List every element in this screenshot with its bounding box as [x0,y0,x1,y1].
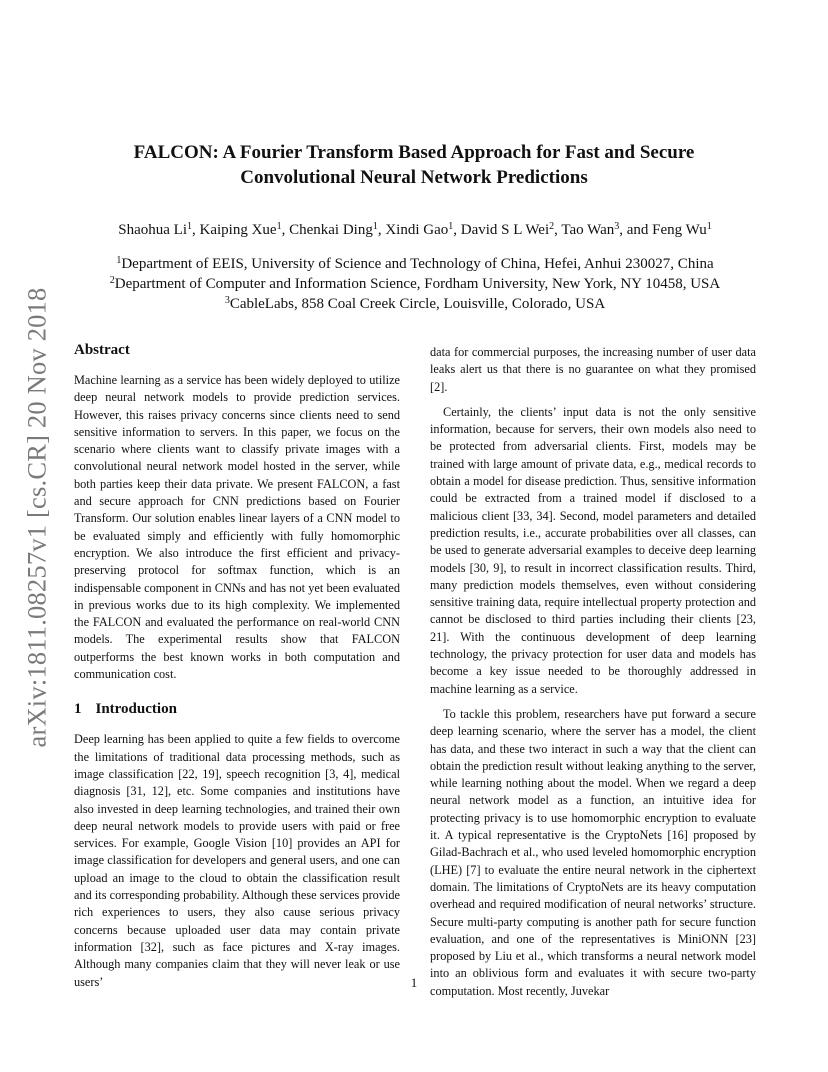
author-separator: , [453,222,461,238]
intro-paragraph-3: To tackle this problem, researchers have put forward a secure deep learning scenario, where the server has a model, the client has data, and these two interact in such a way that the client can obtain the prediction result without leaking anything to the server, while learning nothing about the model. When we regard a deep neural network model as a function, an intuitive idea for protecting privacy is to use homomorphic encryption to evaluate it. A typical representative is the CryptoNets [16] proposed by Gilad-Bachrach et al., who used leveled homomorphic encryption (LHE) [7] to evaluate the entire neural network in the ciphertext domain. The limitations of CryptoNets are its heavy computation overhead and required modification of neural networks’ structure. Secure multi-party computing is another path for secure function evaluation, and one of the representatives is MiniONN [23] proposed by Liu et al., which transforms a neural network model into an oblivious form and evaluates it with secure two-party computation. Most recently, Juvekar [430,706,756,998]
author-name: Chenkai Ding [289,222,373,238]
introduction-heading [74,699,400,719]
intro-paragraph-1: Deep learning has been applied to quite a few fields to overcome the limitations of traditional data processing methods, such as image classification [22, 19], speech recognition [3, 4], medical diagnosis [31, 12], etc. Some companies and institutions have also invested in deep learning technologies, and trained their own deep neural network models to provide users with paid or free services. For example, Google Vision [10] provides an API for image classification for developers and general users, and one can upload an image to the cloud to obtain the classification result and its corresponding probability. Although these services provide rich experiences to users, they also cause serious privacy concerns because uploaded user data may contain private information [32], such as face pictures and X-ray images. Although many companies claim that they will never leak or use users’ [74,732,400,989]
author-affiliation-mark: 1 [706,221,712,232]
section-number: 1 [74,701,82,718]
author-separator: , [192,222,200,238]
author-separator: , [281,222,290,238]
author-affiliation-mark: 1 [372,221,378,232]
arxiv-identifier-stamp [22,275,52,760]
author-separator: , and [619,222,653,238]
affiliation-text: Department of EEIS, University of Science and Technology of China, Hefei, Anhui 230027, China [121,256,714,272]
author-name: Xindi Gao [385,222,449,238]
right-column [430,344,756,1008]
author-affiliation-mark: 3 [614,221,620,232]
intro-paragraph-2: Certainly, the clients’ input data is not the only sensitive information, because for servers, their own models also need to be protected from adversarial clients. First, models may be trained with large amount of private data, e.g., medical records to obtain a model for disease prediction. Thus, sensitive information could be extracted from a trained model if disclosed to a malicious client [33, 34]. Second, model parameters and detailed prediction results, i.e., accurate probabilities over all classes, can be used to generate adversarial examples to deceive deep learning models [30, 9], to result in incorrect classification results. Third, many prediction models themselves, even without considering sensitive training data, require intellectual property protection and cannot be disclosed to third parties including their clients [23, 21]. With the continuous development of deep learning technology, the privacy protection for user data and models has become a key issue needed to be thoroughly addressed in machine learning as a service. [430,404,756,696]
abstract-heading: Abstract [74,342,130,358]
affiliation-mark: 3 [224,295,230,306]
author-name: David S L Wei [460,222,550,238]
title-line-1: FALCON: A Fourier Transform Based Approach for Fast and Secure [133,142,695,163]
author-list [60,222,770,239]
paper-title [74,140,754,190]
affiliation-line [60,294,770,314]
abstract-text: Machine learning as a service has been widely deployed to utilize deep neural network models to provide prediction services. However, this raises privacy concerns since clients need to send sensitive information to servers. In this paper, we focus on the scenario where clients want to classify private images with a convolutional neural network model hosted in the server, while both parties keep their data private. We present FALCON, a fast and secure approach for CNN predictions based on Fourier Transform. Our solution enables linear layers of a CNN model to be evaluated simply and efficiently with fully homomorphic encryption. We also introduce the first efficient and privacy-preserving protocol for softmax function, which is an indispensable component in CNNs and has not yet been evaluated in previous works due to its high complexity. We implemented the FALCON and evaluated the performance on real-world CNN models. The experimental results show that FALCON outperforms the best known works in both computation and communication cost. [74,373,400,682]
author-name: Tao Wan [561,222,615,238]
author-affiliation-mark: 2 [549,221,555,232]
affiliation-mark: 2 [109,275,115,286]
affiliation-text: CableLabs, 858 Coal Creek Circle, Louisville, Colorado, USA [229,296,606,312]
author-separator: , [554,222,562,238]
intro-paragraph-1-continued: data for commercial purposes, the increasing number of user data leaks alert us that there is no guarantee on what they promised [2]. [430,345,756,394]
left-column [74,340,400,999]
author-affiliation-mark: 1 [187,221,193,232]
author-separator: , [377,222,386,238]
affiliation-line [60,274,770,294]
page-number: 1 [410,975,418,990]
affiliation-line [60,254,770,274]
affiliation-text: Department of Computer and Information Science, Fordham University, New York, NY 10458, USA [114,276,721,292]
section-title: Introduction [95,701,177,718]
author-affiliation-mark: 1 [276,221,282,232]
author-affiliation-mark: 1 [448,221,454,232]
author-name: Shaohua Li [118,222,188,238]
affiliation-mark: 1 [116,255,122,266]
arxiv-stamp-text: arXiv:1811.08257v1 [cs.CR] 20 Nov 2018 [21,287,52,748]
author-name: Feng Wu [652,222,707,238]
title-line-2: Convolutional Neural Network Predictions [240,167,588,188]
author-name: Kaiping Xue [199,222,277,238]
affiliation-list [60,254,770,314]
